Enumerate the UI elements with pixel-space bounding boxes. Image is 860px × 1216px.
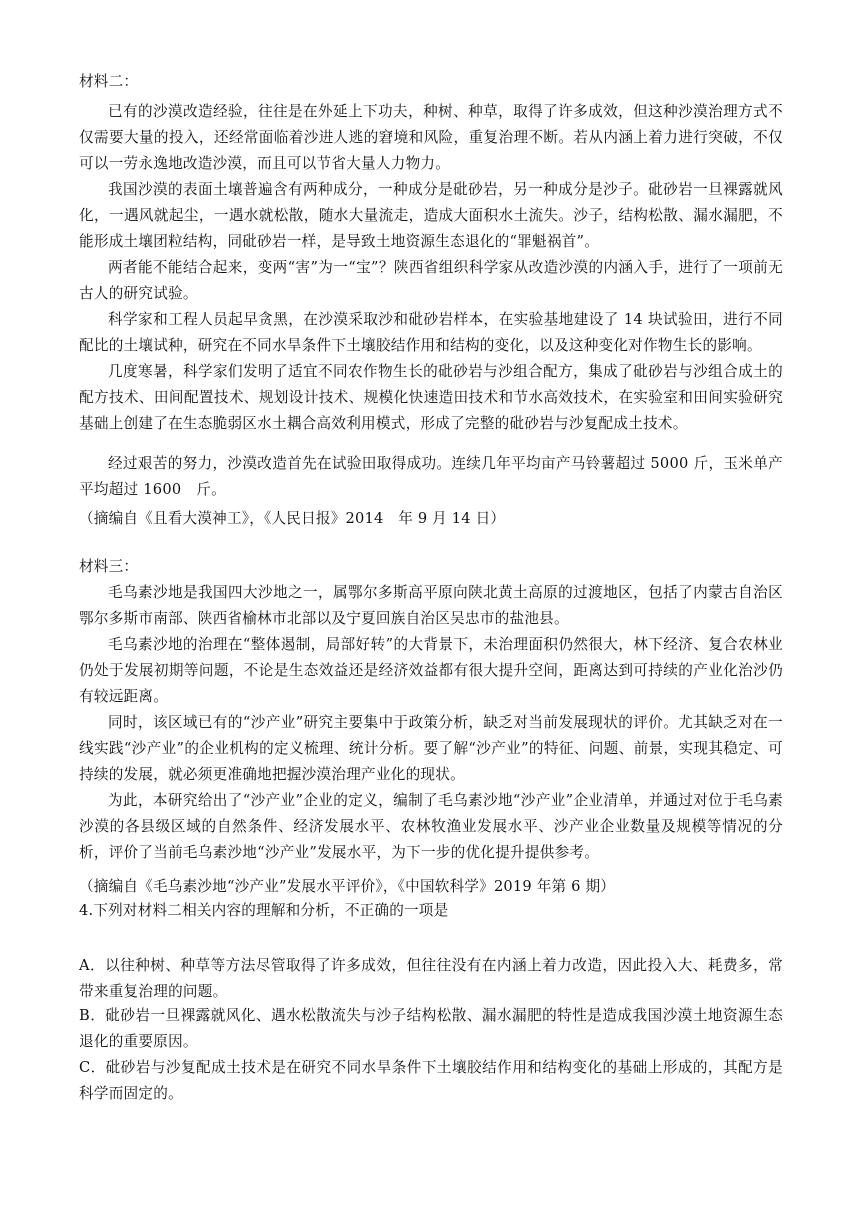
material-three-heading: 材料三： bbox=[79, 558, 139, 575]
material-two-heading: 材料二： bbox=[79, 73, 139, 90]
material-two-paragraph-4: 科学家和工程人员起早贪黑，在沙漠采取沙和砒砂岩样本，在实验基地建设了 14 块试验田，进行不同配比的土壤试种，研究在不同水旱条件下土壤胶结作用和结构的变化，以及这种变化对作物生长的影响。 bbox=[79, 311, 783, 354]
material-two-source: （摘编自《且看大漠神工》，《人民日报》2014 年 9 月 14 日） bbox=[79, 510, 506, 527]
material-two-paragraph-5: 几度寒暑，科学家们发明了适宜不同农作物生长的砒砂岩与沙组合配方，集成了砒砂岩与沙组合成土的配方技术、田间配置技术、规划设计技术、规模化快速造田技术和节水高效技术，在实验室和田间实验研究基础上创建了在生态脆弱区水土耦合高效利用模式，形成了完整的砒砂岩与沙复配成土技术。 bbox=[79, 363, 783, 432]
material-two-paragraph-1: 已有的沙漠改造经验，往往是在外延上下功夫，种树、种草，取得了许多成效，但这种沙漠治理方式不仅需要大量的投入，还经常面临着沙进人逃的窘境和风险，重复治理不断。若从内涵上着力进行突破，不仅可以一劳永逸地改造沙漠，而且可以节省大量人力物力。 bbox=[79, 103, 783, 172]
material-three-paragraph-3: 同时，该区域已有的“沙产业”研究主要集中于政策分析，缺乏对当前发展现状的评价。尤其缺乏对在一线实践“沙产业”的企业机构的定义梳理、统计分析。要了解“沙产业”的特征、问题、前景，实现其稳定、可持续的发展，就必须更准确地把握沙漠治理产业化的现状。 bbox=[79, 714, 783, 783]
material-three-paragraph-4: 为此，本研究给出了“沙产业”企业的定义，编制了毛乌素沙地“沙产业”企业清单，并通过对位于毛乌素沙漠的各县级区域的自然条件、经济发展水平、农林牧渔业发展水平、沙产业企业数量及规模等情况的分析，评价了当前毛乌素沙地“沙产业”发展水平，为下一步的优化提升提供参考。 bbox=[79, 792, 783, 861]
question-stem: 4.下列对材料二相关内容的理解和分析，不正确的一项是 bbox=[79, 902, 449, 919]
material-three-paragraph-2: 毛乌素沙地的治理在“整体遏制，局部好转”的大背景下，未治理面积仍然很大，林下经济、复合农林业仍处于发展初期等问题，不论是生态效益还是经济效益都有很大提升空间，距离达到可持续的产业化治沙仍有较远距离。 bbox=[79, 636, 783, 705]
material-two-paragraph-3: 两者能不能结合起来，变两“害”为一“宝”？陕西省组织科学家从改造沙漠的内涵入手，进行了一项前无古人的研究试验。 bbox=[79, 259, 783, 302]
material-two-paragraph-2: 我国沙漠的表面土壤普遍含有两种成分，一种成分是砒砂岩，另一种成分是沙子。砒砂岩一旦裸露就风化，一遇风就起尘，一遇水就松散，随水大量流走，造成大面积水土流失。沙子，结构松散、漏水漏肥，不能形成土壤团粒结构，同砒砂岩一样，是导致土地资源生态退化的“罪魁祸首”。 bbox=[79, 181, 783, 250]
material-three-source: （摘编自《毛乌素沙地“沙产业”发展水平评价》，《中国软科学》2019 年第 6 期） bbox=[79, 878, 616, 895]
option-b: B．砒砂岩一旦裸露就风化、遇水松散流失与沙子结构松散、漏水漏肥的特性是造成我国沙漠土地资源生态退化的重要原因。 bbox=[79, 1007, 783, 1050]
material-three-paragraph-1: 毛乌素沙地是我国四大沙地之一，属鄂尔多斯高平原向陕北黄土高原的过渡地区，包括了内蒙古自治区鄂尔多斯市南部、陕西省榆林市北部以及宁夏回族自治区吴忠市的盐池县。 bbox=[79, 584, 783, 627]
option-c: C．砒砂岩与沙复配成土技术是在研究不同水旱条件下土壤胶结作用和结构变化的基础上形成的，其配方是科学而固定的。 bbox=[79, 1059, 783, 1102]
option-a: A．以往种树、种草等方法尽管取得了许多成效，但往往没有在内涵上着力改造，因此投入大、耗费多，常带来重复治理的问题。 bbox=[79, 957, 783, 1000]
material-two-paragraph-6: 经过艰苦的努力，沙漠改造首先在试验田取得成功。连续几年平均亩产马铃薯超过 5000 斤，玉米单产平均超过 1600 斤。 bbox=[79, 455, 783, 498]
